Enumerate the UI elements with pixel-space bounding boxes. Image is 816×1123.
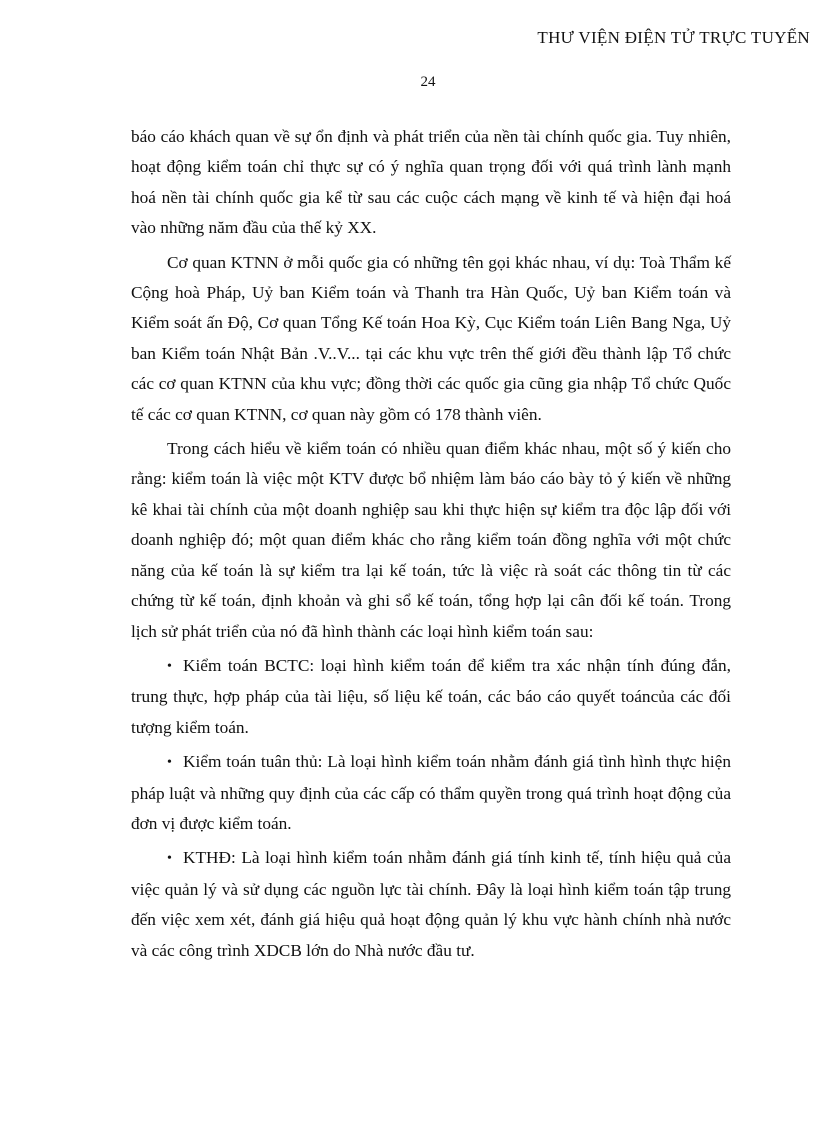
- paragraph-continuation: báo cáo khách quan về sự ổn định và phát triển của nền tài chính quốc gia. Tuy nhiên, hoạt động kiểm toán chỉ thực sự có ý nghĩa quan trọng đối với quá trình lành mạnh hoá nền tài chính quốc gia kể từ sau các cuộc cách mạng về kinh tế và hiện đại hoá vào những năm đầu của thế kỷ XX.: [131, 127, 731, 238]
- paragraph-ktnn-names: Cơ quan KTNN ở mỗi quốc gia có những tên gọi khác nhau, ví dụ: Toà Thẩm kế Cộng hoà Pháp, Uỷ ban Kiểm toán và Thanh tra Hàn Quốc, Uỷ ban Kiểm toán và Kiểm soát ấn Độ, Cơ quan Tổng Kế toán Hoa Kỳ, Cục Kiểm toán Liên Bang Nga, Uỷ ban Kiểm toán Nhật Bản .V..V... tại các khu vực trên thế giới đều thành lập Tổ chức các cơ quan KTNN của khu vực; đồng thời các quốc gia cũng gia nhập Tổ chức Quốc tế các cơ quan KTNN, cơ quan này gồm có 178 thành viên.: [131, 252, 731, 424]
- bullet-icon: •: [167, 851, 172, 867]
- bullet-text: Kiểm toán tuân thủ: Là loại hình kiểm toán nhằm đánh giá tình hình thực hiện pháp luật và những quy định của các cấp có thẩm quyền trong quá trình hoạt động của đơn vị được kiểm toán.: [131, 752, 731, 833]
- bullet-item-financial-audit: [131, 651, 731, 743]
- bullet-text: Kiểm toán BCTC: loại hình kiểm toán để kiểm tra xác nhận tính đúng đắn, trung thực, hợp pháp của tài liệu, số liệu kế toán, các báo cáo quyết toáncủa các đối tượng kiểm toán.: [131, 655, 731, 737]
- bullet-item-compliance-audit: [131, 747, 731, 839]
- page-header-title: THƯ VIỆN ĐIỆN TỬ TRỰC TUYẾN: [537, 28, 810, 47]
- bullet-item-performance-audit: [131, 843, 731, 966]
- document-body: [131, 122, 731, 970]
- page-number: 24: [420, 74, 436, 90]
- bullet-icon: •: [167, 755, 172, 771]
- bullet-icon: •: [167, 658, 172, 674]
- bullet-text: KTHĐ: Là loại hình kiểm toán nhằm đánh giá tính kinh tế, tính hiệu quả của việc quản lý và sử dụng các nguồn lực tài chính. Đây là loại hình kiểm toán tập trung đến việc xem xét, đánh giá hiệu quả hoạt động quản lý khu vực hành chính nhà nước và các công trình XDCB lớn do Nhà nước đầu tư.: [131, 848, 731, 960]
- paragraph-audit-views: Trong cách hiểu về kiểm toán có nhiều quan điểm khác nhau, một số ý kiến cho rằng: kiểm toán là việc một KTV được bổ nhiệm làm báo cáo bày tỏ ý kiến về những kê khai tài chính của một doanh nghiệp sau khi thực hiện sự kiểm tra độc lập đối với doanh nghiệp đó; một quan điểm khác cho rằng kiểm toán đồng nghĩa với một chức năng của kế toán là sự kiểm tra lại kế toán, tức là việc rà soát các thông tin từ các chứng từ kế toán, định khoản và ghi sổ kế toán, tổng hợp lại cân đối kế toán. Trong lịch sử phát triển của nó đã hình thành các loại hình kiểm toán sau:: [131, 439, 731, 641]
